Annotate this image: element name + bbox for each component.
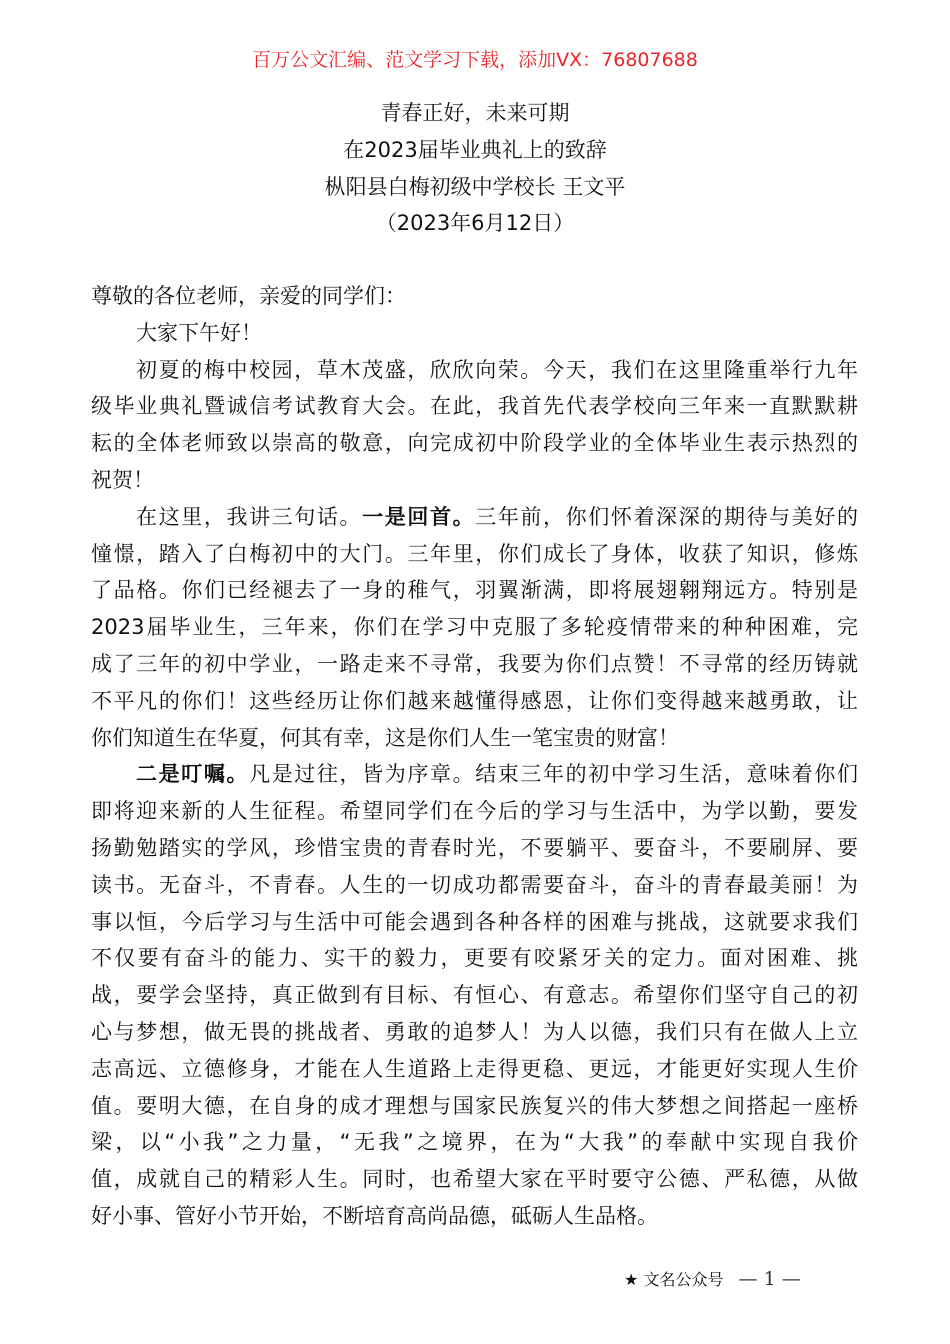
text-line: 心与梦想，做无畏的挑战者、勇敢的追梦人！为人以德，我们只有在做人上立 <box>91 1019 858 1044</box>
text-line: 战，要学会坚持，真正做到有目标、有恒心、有意志。希望你们坚守自己的初 <box>91 983 858 1008</box>
text-line: 好小事、管好小节开始，不断培育高尚品德，砥砺人生品格。 <box>91 1203 658 1228</box>
document-subtitle: 在2023届毕业典礼上的致辞 <box>343 137 607 162</box>
text-line: 扬勤勉踏实的学风，珍惜宝贵的青春时光，不要躺平、要奋斗，不要刷屏、要 <box>91 835 858 860</box>
footer-source: 文名公众号 <box>643 1270 724 1289</box>
text-line: 2023届毕业生，三年来，你们在学习中克服了多轮疫情带来的种种困难，完 <box>91 615 858 640</box>
text-line: 耘的全体老师致以崇高的敬意，向完成初中阶段学业的全体毕业生表示热烈的 <box>91 431 858 456</box>
text-line: 志高远、立德修身，才能在人生道路上走得更稳、更远，才能更好实现人生价 <box>91 1056 858 1081</box>
text-line: 不平凡的你们！这些经历让你们越来越懂得感恩，让你们变得越来越勇敢，让 <box>91 688 858 713</box>
paragraph-2-first-line <box>91 499 858 536</box>
text-line: 读书。无奋斗，不青春。人生的一切成功都需要奋斗，奋斗的青春最美丽！为 <box>91 872 858 897</box>
text: 凡是过往，皆为序章。结束三年的初中学习生活，意味着你们 <box>249 762 859 787</box>
paragraph-3 <box>91 793 858 1235</box>
title-block <box>0 95 950 242</box>
paragraph-1 <box>91 352 858 499</box>
text: 三年前，你们怀着深深的期待与美好的 <box>475 504 859 529</box>
text-line: 成了三年的初中学业，一路走来不寻常，我要为你们点赞！不寻常的经历铸就 <box>91 651 858 676</box>
text-line: 祝贺！ <box>91 467 154 492</box>
text-line: 事以恒，今后学习与生活中可能会遇到各种各样的困难与挑战，这就要求我们 <box>91 909 858 934</box>
greeting: 大家下午好！ <box>136 320 262 345</box>
paragraph-3-first-line <box>91 756 858 793</box>
salutation: 尊敬的各位老师，亲爱的同学们： <box>91 284 406 308</box>
text-line: 即将迎来新的人生征程。希望同学们在今后的学习与生活中，为学以勤，要发 <box>91 799 858 824</box>
page-number: — 1 — <box>738 1268 801 1290</box>
bold-heading: 一是回首。 <box>362 504 476 529</box>
star-icon: ★ <box>624 1270 639 1289</box>
page-footer <box>624 1266 801 1293</box>
bold-heading: 二是叮嘱。 <box>136 762 250 787</box>
document-body <box>91 278 858 1235</box>
text-line: 梁，以“小我”之力量，“无我”之境界，在为“大我”的奉献中实现自我价 <box>91 1130 858 1155</box>
text-line: 初夏的梅中校园，草木茂盛，欣欣向荣。今天，我们在这里隆重举行九年 <box>136 357 858 382</box>
text-line: 不仅要有奋斗的能力、实干的毅力，更要有咬紧牙关的定力。面对困难、挑 <box>91 946 858 971</box>
text-line: 值，成就自己的精彩人生。同时，也希望大家在平时要守公德、严私德，从做 <box>91 1167 858 1192</box>
author-line: 枞阳县白梅初级中学校长 王文平 <box>324 174 626 199</box>
watermark-banner: 百万公文汇编、范文学习下载，添加VX：76807688 <box>252 49 698 71</box>
text-line: 级毕业典礼暨诚信考试教育大会。在此，我首先代表学校向三年来一直默默耕 <box>91 394 858 419</box>
text-line: 你们知道生在华夏，何其有幸，这是你们人生一笔宝贵的财富！ <box>91 725 679 750</box>
paragraph-2 <box>91 536 858 757</box>
text: 在这里，我讲三句话。 <box>136 504 363 529</box>
text-line: 值。要明大德，在自身的成才理想与国家民族复兴的伟大梦想之间搭起一座桥 <box>91 1093 858 1118</box>
date-line: （2023年6月12日） <box>375 211 575 236</box>
text-line: 了品格。你们已经褪去了一身的稚气，羽翼渐满，即将展翅翱翔远方。特别是 <box>91 578 858 603</box>
text-line: 憧憬，踏入了白梅初中的大门。三年里，你们成长了身体，收获了知识，修炼 <box>91 541 858 566</box>
document-title: 青春正好，未来可期 <box>380 101 570 125</box>
